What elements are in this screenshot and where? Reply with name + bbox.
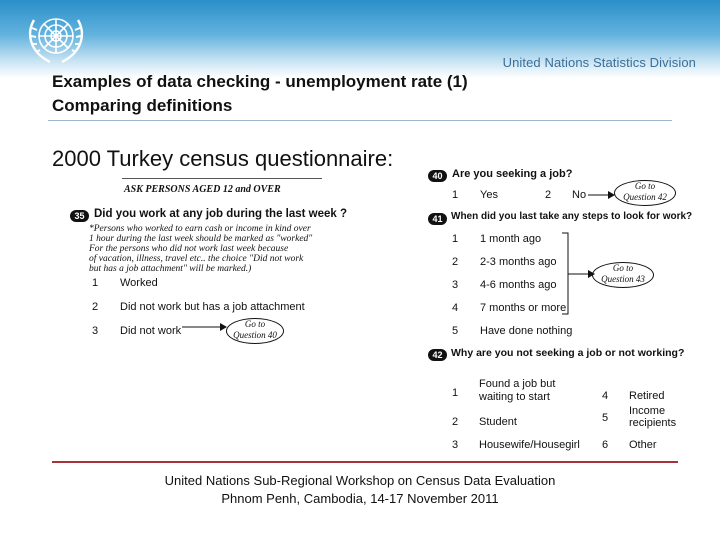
question-40-text: Are you seeking a job? xyxy=(452,168,573,180)
option-number: 6 xyxy=(602,439,609,451)
option-number: 4 xyxy=(452,302,459,314)
slide-heading: 2000 Turkey census questionnaire: xyxy=(52,146,394,171)
un-emblem-icon xyxy=(20,6,92,70)
left-form-top-rule xyxy=(122,178,322,179)
option-label-housewife: Housewife/Housegirl xyxy=(479,439,580,451)
title-divider xyxy=(48,120,672,121)
option-label: 7 months or more xyxy=(480,302,567,314)
option-label-job-attachment: Did not work but has a job attachment xyxy=(120,301,305,313)
option-number: 1 xyxy=(92,277,99,289)
question-number-badge: 40 xyxy=(428,170,447,182)
option-label-worked: Worked xyxy=(120,277,158,289)
option-label-other: Other xyxy=(629,439,657,451)
title-line-1: Examples of data checking - unemployment rate (1) xyxy=(52,72,468,91)
option-number: 4 xyxy=(602,390,609,402)
left-form-instruction: ASK PERSONS AGED 12 and OVER xyxy=(124,184,281,195)
option-label-yes: Yes xyxy=(480,189,498,201)
option-label-retired: Retired xyxy=(629,390,665,402)
note-line: of vacation, illness, travel etc.. the choice "Did not work xyxy=(89,254,304,264)
note-line: but has a job attachment" will be marked.) xyxy=(89,264,252,274)
option-number: 3 xyxy=(452,439,459,451)
org-name: United Nations Statistics Division xyxy=(502,55,696,70)
question-41-text: When did you last take any steps to look for work? xyxy=(451,211,693,222)
question-number-badge: 41 xyxy=(428,213,447,225)
question-42-text: Why are you not seeking a job or not working? xyxy=(451,347,685,359)
footer xyxy=(0,472,720,508)
option-label-did-not-work: Did not work xyxy=(120,325,182,337)
label-line: Income xyxy=(629,405,666,417)
option-label: 1 month ago xyxy=(480,233,542,245)
label-line: waiting to start xyxy=(479,391,550,403)
option-number: 3 xyxy=(92,325,99,337)
option-label-found-job xyxy=(479,378,555,404)
goto-line: Go to xyxy=(244,319,266,329)
option-number: 2 xyxy=(545,189,552,201)
option-number: 1 xyxy=(452,387,459,399)
label-line: Found a job but xyxy=(479,378,556,390)
option-number: 5 xyxy=(602,412,609,424)
option-number: 1 xyxy=(452,189,459,201)
option-number: 2 xyxy=(452,416,459,428)
arrow-right-icon xyxy=(180,320,228,334)
label-line: recipients xyxy=(629,417,677,429)
note-line: *Persons who worked to earn cash or income in kind over xyxy=(89,224,311,234)
goto-line: Question 43 xyxy=(601,274,645,284)
goto-line: Question 40 xyxy=(233,330,277,340)
goto-line: Go to xyxy=(634,181,656,191)
goto-question-40-bubble xyxy=(226,318,284,344)
option-label-no: No xyxy=(572,189,587,201)
question-number-badge: 42 xyxy=(428,349,447,361)
note-line: For the persons who did not work last week because xyxy=(89,244,289,254)
option-label-student: Student xyxy=(479,416,517,428)
option-number: 5 xyxy=(452,325,459,337)
note-line: 1 hour during the last week should be marked as "worked" xyxy=(89,234,313,244)
footer-line-1: United Nations Sub-Regional Workshop on Census Data Evaluation xyxy=(164,473,556,488)
footer-divider xyxy=(52,461,678,463)
goto-question-42-bubble xyxy=(614,180,676,206)
option-number: 2 xyxy=(92,301,99,313)
option-label: 2-3 months ago xyxy=(480,256,557,268)
slide-title xyxy=(52,70,468,118)
option-number: 3 xyxy=(452,279,459,291)
option-label: 4-6 months ago xyxy=(480,279,557,291)
option-number: 1 xyxy=(452,233,459,245)
option-number: 2 xyxy=(452,256,459,268)
question-35-text: Did you work at any job during the last week ? xyxy=(94,208,348,220)
option-label-income-recipients xyxy=(629,405,676,429)
bracket-arrow-icon xyxy=(560,230,596,320)
question-35-notes xyxy=(89,224,312,274)
goto-line: Question 42 xyxy=(623,192,667,202)
question-number-badge: 35 xyxy=(70,210,89,222)
goto-line: Go to xyxy=(612,263,634,273)
arrow-right-icon xyxy=(586,188,616,202)
option-label: Have done nothing xyxy=(480,325,573,337)
footer-line-2: Phnom Penh, Cambodia, 14-17 November 2011 xyxy=(221,491,499,506)
title-line-2: Comparing definitions xyxy=(52,96,233,115)
goto-question-43-bubble xyxy=(592,262,654,288)
